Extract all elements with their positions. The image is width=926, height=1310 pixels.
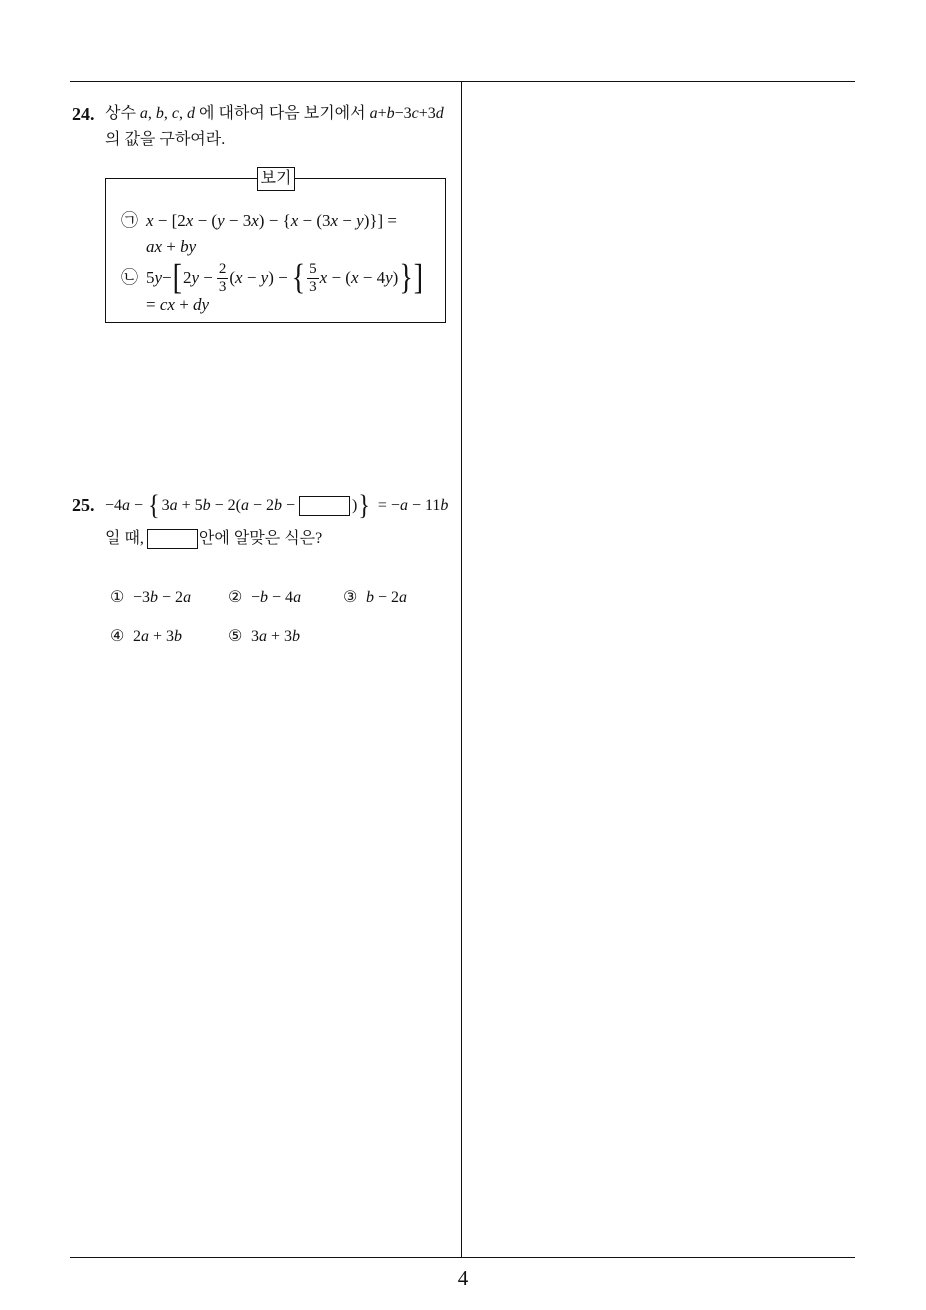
top-rule [70,81,855,82]
bogi-item-2-close-bracket: ] [413,257,424,298]
question-25-equation [105,488,448,524]
equation-inner-terms: 3a + 5b − 2(a − 2b − [161,497,296,514]
question-24-text-line-1: 상수 a, b, c, d 에 대하여 다음 보기에서 a+b−3c+3d [105,105,444,122]
answer-blank-box [299,496,350,516]
bogi-item-2 [121,258,423,298]
choice-3-text: b − 2a [366,589,408,606]
choice-1-marker: ① [110,589,125,606]
bogi-item-2-fraction-2 [307,261,319,296]
choice-3 [343,588,407,608]
bogi-item-1-marker: ㉠ [121,211,138,230]
choice-5 [228,627,300,647]
bogi-item-1 [121,211,397,231]
fraction-1-denominator: 3 [218,278,227,295]
bogi-item-2-lead-term: 5y− [146,268,172,287]
bogi-item-2-fraction-1 [217,261,229,296]
choice-5-marker: ⑤ [228,628,243,645]
choice-1-text: −3b − 2a [133,589,192,606]
choice-4-marker: ④ [110,628,125,645]
bogi-item-1-expression: x − [2x − (y − 3x) − {x − (3x − y)}] = [146,211,398,230]
question-25-number: 25. [72,495,95,515]
bogi-title: 보기 [257,167,295,191]
prompt-text-before: 일 때, [105,530,144,547]
choice-4-text: 2a + 3b [133,628,183,645]
page-number: 4 [457,1266,469,1290]
fraction-1-numerator: 2 [218,260,227,277]
bogi-item-2-part-1: 2y − [182,268,213,287]
equation-open-brace: { [148,490,160,522]
equation-close-brace: } [358,490,370,522]
bogi-item-2-open-brace: { [291,257,306,298]
bogi-item-1-result: ax + by [146,237,197,256]
equation-right-side: = −a − 11b [377,497,449,514]
fraction-2-numerator: 5 [309,260,317,277]
bogi-item-2-open-bracket: [ [172,257,182,298]
question-24-text-line-2: 의 값을 구하여라. [105,131,226,148]
choice-5-text: 3a + 3b [251,628,301,645]
prompt-text-after: 안에 알맞은 식은? [198,530,323,547]
choice-1 [110,588,191,608]
question-25-prompt [105,528,322,550]
equation-lead-term: −4a − [105,497,144,514]
choice-2-marker: ② [228,589,243,606]
prompt-blank-box [147,529,198,549]
fraction-2-denominator: 3 [309,278,317,295]
bottom-rule [70,1257,855,1258]
bogi-item-2-part-3: x − (x − 4y) [319,268,399,287]
choice-3-marker: ③ [343,589,358,606]
column-divider [461,82,462,1258]
bogi-item-2-close-brace: } [399,257,413,298]
bogi-item-2-part-2: (x − y) − [229,268,288,287]
question-24-number: 24. [72,104,95,124]
bogi-item-2-result: = cx + dy [146,295,210,314]
bogi-item-2-marker: ㉡ [121,268,138,287]
choice-4 [110,627,182,647]
equation-close-paren: ) [352,497,358,514]
choice-2-text: −b − 4a [251,589,302,606]
choice-2 [228,588,301,608]
